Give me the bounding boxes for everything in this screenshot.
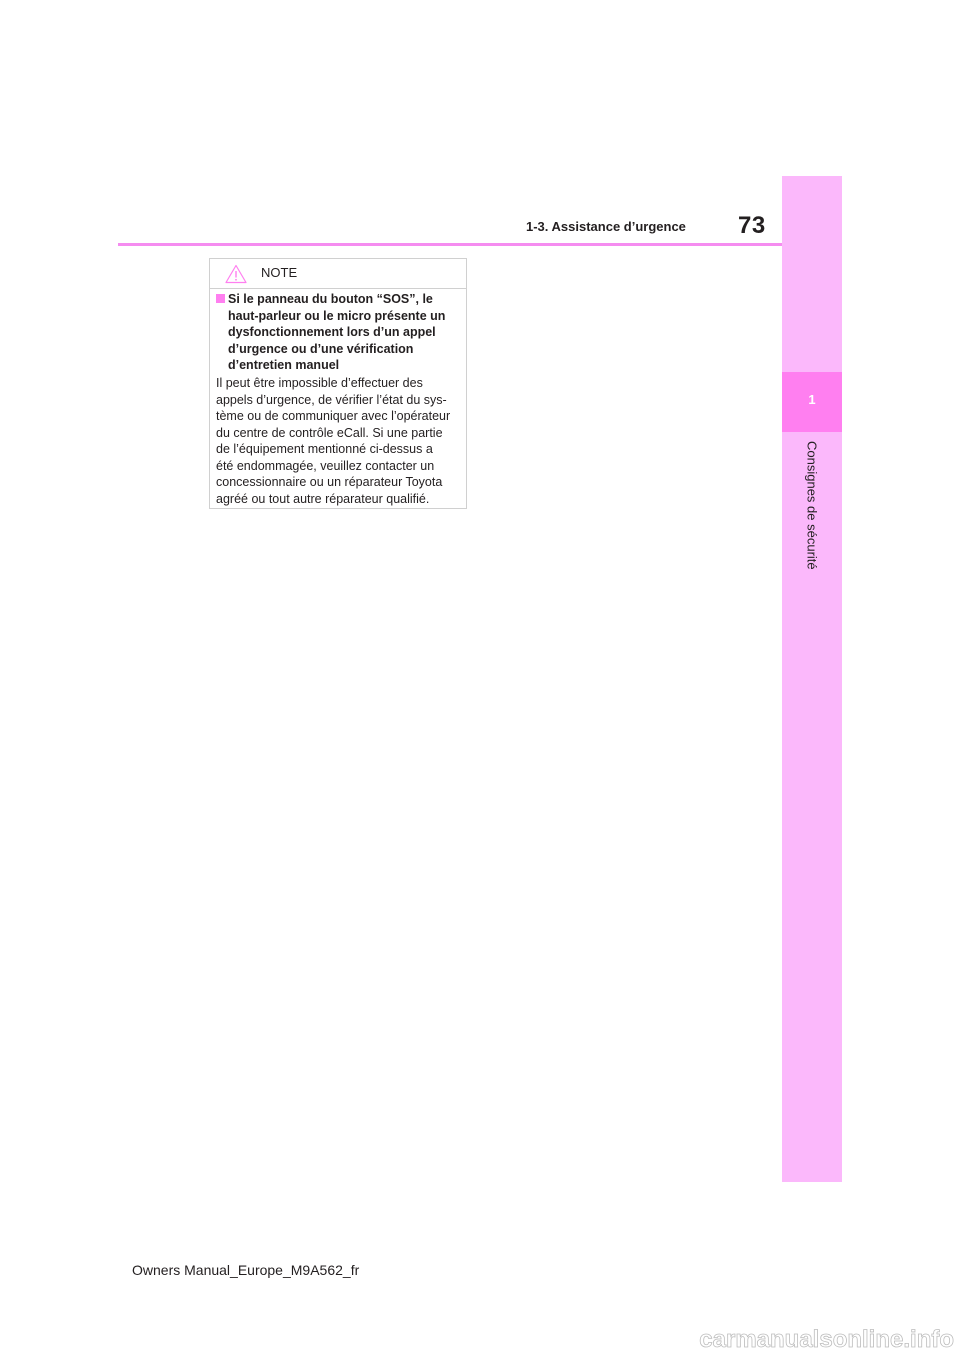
chapter-number: 1 [808, 392, 816, 407]
body-line: agréé ou tout autre réparateur qualifié. [216, 491, 430, 506]
body-line: appels d’urgence, de vérifier l’état du sys- [216, 392, 447, 407]
body-line: Il peut être impossible d’effectuer des [216, 376, 423, 390]
bullet-square-icon [216, 294, 225, 303]
page-number: 73 [738, 212, 766, 239]
header-rule [118, 243, 784, 246]
note-heading [216, 291, 462, 374]
heading-line: d’entretien manuel [228, 358, 340, 372]
watermark-text: carmanualsonline.info [699, 1326, 954, 1352]
heading-line: Si le panneau du bouton “SOS”, le [228, 292, 433, 306]
body-line: été endommagée, veuillez contacter un [216, 458, 435, 473]
chapter-side-tab [782, 176, 842, 1182]
body-line: tème ou de communiquer avec l’opérateur [216, 409, 451, 423]
note-box [209, 258, 467, 509]
heading-line: dysfonctionnement lors d’un appel [228, 325, 436, 339]
footer-manual-id: Owners Manual_Europe_M9A562_fr [132, 1262, 360, 1278]
watermark-logo [536, 1326, 956, 1352]
section-title: 1-3. Assistance d’urgence [526, 219, 686, 234]
body-line: concessionnaire ou un réparateur Toyota [216, 475, 443, 489]
warning-triangle-icon [225, 264, 247, 284]
note-label: NOTE [261, 265, 298, 280]
body-line: du centre de contrôle eCall. Si une partie [216, 425, 443, 440]
heading-line: haut-parleur ou le micro présente un [228, 308, 446, 323]
chapter-title: Consignes de sécurité [804, 441, 820, 570]
body-line: de l’équipement mentionné ci-dessus a [216, 442, 433, 456]
heading-line: d’urgence ou d’une vérification [228, 341, 414, 356]
note-header [210, 259, 466, 289]
note-body [216, 375, 464, 507]
